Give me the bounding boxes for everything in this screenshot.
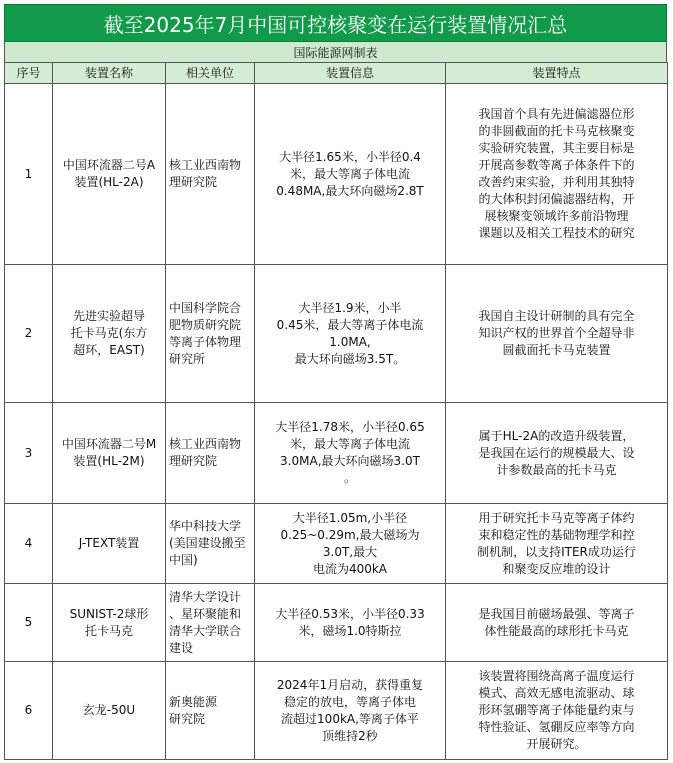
cell-device-features: 我国首个具有先进偏滤器位形 的非圆截面的托卡马克核聚变 实验研究装置，其主要目标是 开展高参数等离子体条件下的 改善约束实验，并利用其独特 的大体积封闭偏滤器结构，开 展核聚变领域许多前沿物理 课题以及相关工程技术的研究 [446,84,668,265]
cell-index: 2 [5,265,53,403]
table-row [5,84,668,265]
header-index: 序号 [5,63,53,84]
page-title: 截至2025年7月中国可控核聚变在运行装置情况汇总 [4,4,667,42]
cell-device-name: 先进实验超导 托卡马克(东方 超环，EAST) [53,265,166,403]
table-row [5,265,668,403]
cell-device-features: 该装置将围绕高离子温度运行 模式、高效无感电流驱动、球 形环氢硼等离子体能量约束与 特性验证、氢硼反应率等方向 开展研究。 [446,662,668,760]
cell-device-name: 中国环流器二号M 装置(HL-2M) [53,403,166,504]
cell-index: 1 [5,84,53,265]
header-unit: 相关单位 [166,63,255,84]
cell-device-name: 中国环流器二号A 装置(HL-2A) [53,84,166,265]
cell-unit: 清华大学设计 、星环聚能和 清华大学联合 建设 [166,584,255,662]
cell-index: 4 [5,504,53,584]
cell-device-features: 属于HL-2A的改造升级装置， 是我国在运行的规模最大、设 计参数最高的托卡马克 [446,403,668,504]
header-device-info: 装置信息 [255,63,446,84]
cell-index: 5 [5,584,53,662]
table-row [5,584,668,662]
cell-device-name: 玄龙-50U [53,662,166,760]
cell-device-info: 大半径0.53米，小半径0.33 米，磁场1.0特斯拉 [255,584,446,662]
table-row [5,662,668,760]
table-header-row [5,63,668,84]
table-row [5,403,668,504]
table-source-caption: 国际能源网制表 [4,42,667,62]
cell-device-features: 是我国目前磁场最强、等离子 体性能最高的球形托卡马克 [446,584,668,662]
cell-device-name: SUNIST-2球形 托卡马克 [53,584,166,662]
cell-device-info: 大半径1.9米，小半 0.45米，最大等离子体电流 1.0MA, 最大环向磁场3.5T。 [255,265,446,403]
cell-device-info: 2024年1月启动，获得重复 稳定的放电，等离子体电 流超过100kA,等离子体平 顶维持2秒 [255,662,446,760]
table-row [5,504,668,584]
cell-unit: 核工业西南物 理研究院 [166,403,255,504]
cell-device-info: 大半径1.78米，小半径0.65 米，最大等离子体电流 3.0MA,最大环向磁场3.0T 。 [255,403,446,504]
cell-device-info: 大半径1.05m,小半径 0.25~0.29m,最大磁场为 3.0T,最大 电流为400kA [255,504,446,584]
cell-unit: 中国科学院合 肥物质研究院 等离子体物理 研究所 [166,265,255,403]
header-device-name: 装置名称 [53,63,166,84]
cell-index: 6 [5,662,53,760]
device-table [4,62,668,760]
cell-device-info: 大半径1.65米，小半径0.4 米，最大等离子体电流 0.48MA,最大环向磁场2.8T [255,84,446,265]
header-device-features: 装置特点 [446,63,668,84]
cell-device-features: 我国自主设计研制的具有完全 知识产权的世界首个全超导非 圆截面托卡马克装置 [446,265,668,403]
cell-device-name: J-TEXT装置 [53,504,166,584]
cell-unit: 新奥能源 研究院 [166,662,255,760]
cell-unit: 华中科技大学 (美国建设搬至 中国) [166,504,255,584]
cell-index: 3 [5,403,53,504]
cell-device-features: 用于研究托卡马克等离子体约 束和稳定性的基础物理学和控 制机制，以支持ITER成功运行 和聚变反应堆的设计 [446,504,668,584]
cell-unit: 核工业西南物 理研究院 [166,84,255,265]
